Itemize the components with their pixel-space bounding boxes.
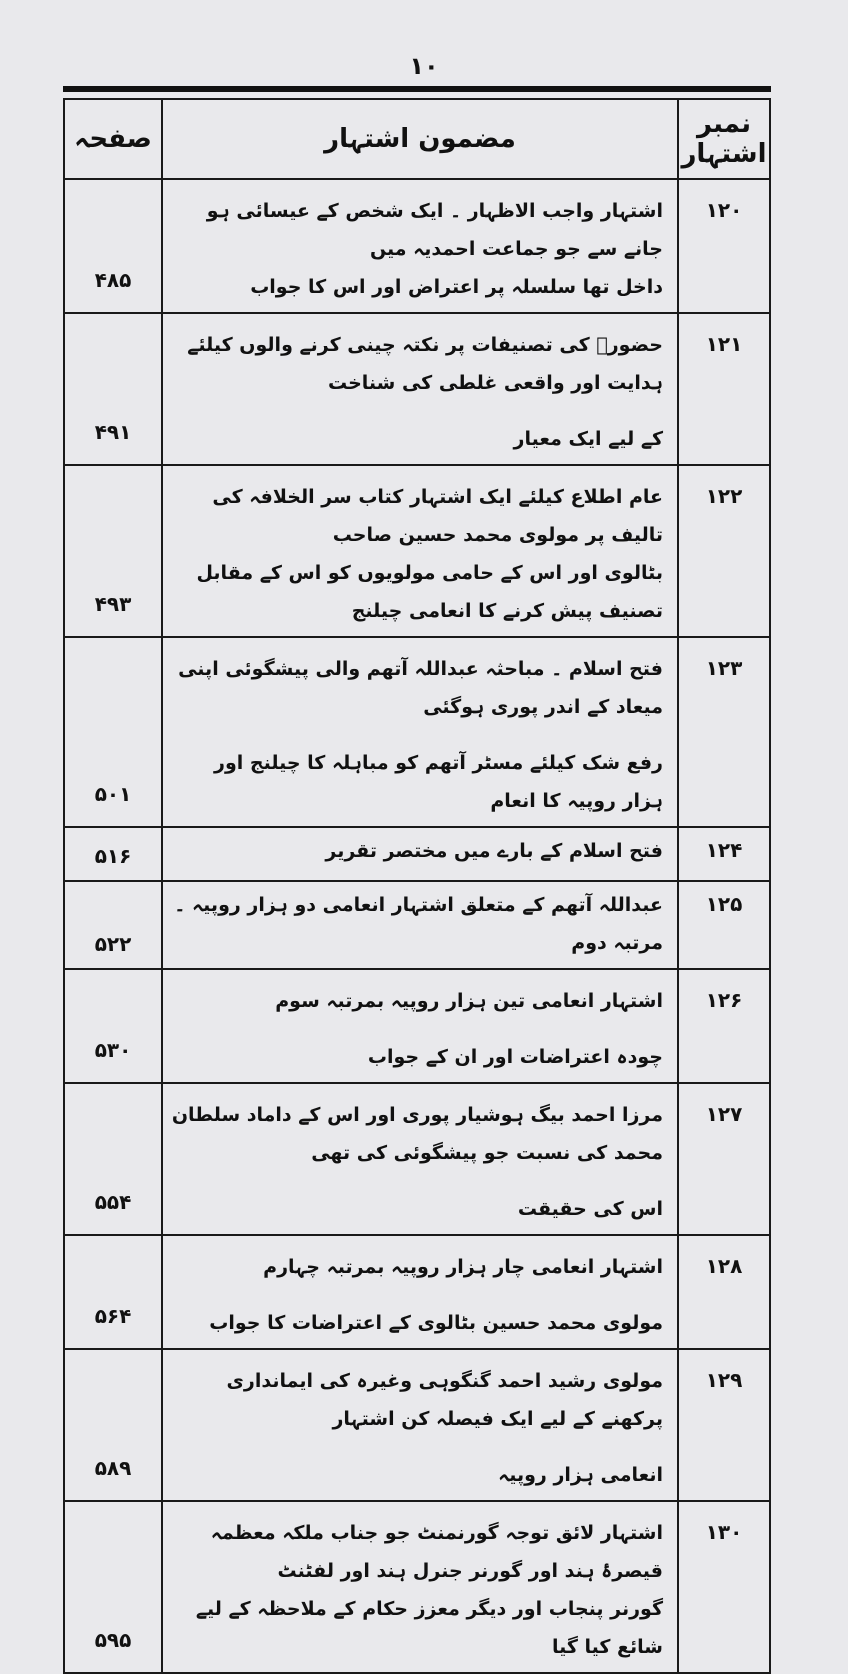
subject-line: بٹالوی اور اس کے حامی مولویوں کو اس کے مقابل تصنیف پیش کرنے کا انعامی چیلنج [196,562,663,622]
subject-line: اس کی حقیقت [517,1198,663,1220]
row-subject [162,179,678,313]
row-subject [162,1083,678,1235]
header-page: صفحہ [64,99,162,179]
table-row [64,969,770,1083]
row-number: ۱۲۶ [678,969,770,1083]
subject-line: چودہ اعتراضات اور ان کے جواب [367,1046,663,1068]
index-table [63,98,771,1674]
table-row [64,1235,770,1349]
subject-line: اشتہار انعامی چار ہزار روپیہ بمرتبہ چہارم [263,1256,663,1278]
table-row [64,1501,770,1673]
row-page: ۵۲۲ [64,881,162,969]
row-page: ۴۹۱ [64,313,162,465]
row-page: ۵۳۰ [64,969,162,1083]
row-subject [162,1349,678,1501]
row-number: ۱۲۰ [678,179,770,313]
row-subject [162,465,678,637]
row-page: ۴۸۵ [64,179,162,313]
row-number: ۱۲۷ [678,1083,770,1235]
subject-line: فتح اسلام ۔ مباحثہ عبداللہ آتھم والی پیشگوئی اپنی میعاد کے اندر پوری ہوگئی [178,658,663,718]
row-subject [162,1501,678,1673]
row-page: ۵۸۹ [64,1349,162,1501]
subject-line: رفع شک کیلئے مسٹر آتھم کو مباہلہ کا چیلنج اور ہزار روپیہ کا انعام [214,752,663,812]
subject-line: حضورؑ کی تصنیفات پر نکتہ چینی کرنے والوں کیلئے ہدایت اور واقعی غلطی کی شناخت [187,334,663,394]
row-number: ۱۲۴ [678,827,770,881]
subject-line: کے لیے ایک معیار [513,428,663,450]
row-subject [162,881,678,969]
row-number: ۱۲۵ [678,881,770,969]
header-row [64,99,770,179]
subject-line: داخل تھا سلسلہ پر اعتراض اور اس کا جواب [250,276,663,298]
row-page: ۵۰۱ [64,637,162,827]
subject-line: عبداللہ آتھم کے متعلق اشتہار انعامی دو ہزار روپیہ ۔ مرتبہ دوم [174,894,663,954]
header-number: نمبر اشتہار [678,99,770,179]
row-number: ۱۳۰ [678,1501,770,1673]
row-number: ۱۲۱ [678,313,770,465]
subject-line: مرزا احمد بیگ ہوشیار پوری اور اس کے داماد سلطان محمد کی نسبت جو پیشگوئی کی تھی [171,1104,663,1164]
page-number: ۱۰ [409,52,439,80]
subject-line: اشتہار انعامی تین ہزار روپیہ بمرتبہ سوم [275,990,663,1012]
subject-line: مولوی محمد حسین بٹالوی کے اعتراضات کا جواب [209,1312,663,1334]
subject-line: فتح اسلام کے بارے میں مختصر تقریر [325,840,663,862]
row-subject [162,637,678,827]
table-row [64,827,770,881]
table-row [64,1349,770,1501]
row-subject [162,969,678,1083]
subject-line: مولوی رشید احمد گنگوہی وغیرہ کی ایمانداری پرکھنے کے لیے ایک فیصلہ کن اشتہار [226,1370,663,1430]
subject-line: انعامی ہزار روپیہ [498,1464,663,1486]
table-row [64,637,770,827]
row-subject [162,313,678,465]
row-page: ۵۶۴ [64,1235,162,1349]
table-row [64,881,770,969]
row-page: ۵۵۴ [64,1083,162,1235]
table-row [64,1083,770,1235]
row-number: ۱۲۹ [678,1349,770,1501]
subject-line: اشتہار لائق توجہ گورنمنٹ جو جناب ملکہ معظمہ قیصرۂ ہند اور گورنر جنرل ہند اور لفٹنٹ [210,1522,663,1582]
subject-line: عام اطلاع کیلئے ایک اشتہار کتاب سر الخلافہ کی تالیف پر مولوی محمد حسین صاحب [212,486,663,546]
row-subject [162,827,678,881]
table-row [64,313,770,465]
row-number: ۱۲۲ [678,465,770,637]
subject-line: اشتہار واجب الاظہار ۔ ایک شخص کے عیسائی ہو جانے سے جو جماعت احمدیہ میں [206,200,663,260]
row-number: ۱۲۳ [678,637,770,827]
header-subject: مضمون اشتہار [162,99,678,179]
table-row [64,465,770,637]
top-rule [63,86,771,92]
row-page: ۵۹۵ [64,1501,162,1673]
row-page: ۵۱۶ [64,827,162,881]
subject-line: گورنر پنجاب اور دیگر معزز حکام کے ملاحظہ کے لیے شائع کیا گیا [195,1598,663,1658]
row-page: ۴۹۳ [64,465,162,637]
table-row [64,179,770,313]
row-subject [162,1235,678,1349]
row-number: ۱۲۸ [678,1235,770,1349]
